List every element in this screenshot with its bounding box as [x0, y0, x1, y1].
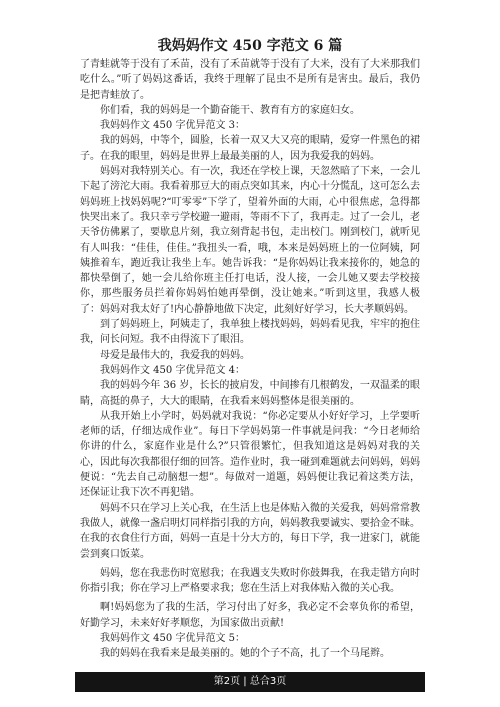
document-title: 我妈妈作文 450 字范文 6 篇 — [157, 38, 343, 54]
paragraph: 我妈妈作文 450 字优异范文 3： — [100, 120, 245, 132]
paragraph: 妈妈对我特别关心。有一次，我还在学校上课，天忽然暗了下来，一会儿下起了滂沱大雨。我看着那豆大的雨点突如其来，内心十分慌乱，这可怎么去妈妈班上找妈妈呢?“叮零零”下学了，望着外面的大雨，心中很焦虑，急得都快哭出来了。我只幸亏学校避一避雨，等雨不下了，我再走。过了一会儿，老天爷仿佛累了，要歇息片刻，我立刻背起书包，走出校门。刚到校门，就听见有人叫我：“佳佳，佳佳。”我扭头一看，哦，本来是妈妈班上的一位阿姨，阿姨推着车，跑近我让我坐上车。她告诉我：“是你妈妈让我来接你的，她急的都快晕倒了，她一会儿给你班主任打电话，没人接，一会儿她又要去学校接你，那些服务员拦着你妈妈怕她再晕倒，没让她来。”听到这里，我感人极了：妈妈对我太好了!内心静静地做下决定，此刻好好学习，长大孝顺妈妈。 — [80, 166, 420, 315]
paragraph: 妈妈不只在学习上关心我，在生活上也是体贴入微的关爱我，妈妈常常教我做人，就像一盏启明灯同样指引我的方向，妈妈教我要诚实、要拾金不昧。在我的衣食住行方面，妈妈一直是十分大方的，每日下学，我一进家门，就能尝到爽口饭菜。 — [80, 502, 420, 560]
paragraph: 我的妈妈在我看来是最美丽的。她的个子不高，扎了一个马尾辫。 — [100, 648, 390, 660]
page-footer — [75, 672, 425, 692]
paragraph: 我妈妈作文 450 字优异范文 4： — [100, 364, 245, 376]
paragraph: 我的妈妈今年 36 岁，长长的披肩发，中间掺有几根鹤发，一双温柔的眼睛，高挺的鼻子，大大的眼睛，在我看来妈妈整体是很美丽的。 — [80, 380, 420, 407]
paragraph: 了青蛙就等于没有了禾苗，没有了禾苗就等于没有了大米，没有了大米那我们吃什么。”听了妈妈这番话，我终于理解了昆虫不是所有是害虫。最后，我仍是把青蛙放了。 — [80, 59, 420, 101]
paragraph: 从我开始上小学时，妈妈就对我说：“你必定要从小好好学习，上学要听老师的话，仔细达成作业”。每日下学妈妈第一件事就是问我：“今日老师给你讲的什么，家庭作业是什么?”只管很繁忙，但我知道这是妈妈对我的关心，因此每次我都很仔细的回答。造作业时，我一碰到难题就去问妈妈，妈妈便说：“先去自己动脑想一想”。每做对一道题，妈妈便让我记着这类方法，还保证让我下次不再犯错。 — [80, 410, 420, 499]
paragraph: 我妈妈作文 450 字优异范文 5： — [100, 632, 245, 644]
paragraph: 我的妈妈，中等个，圆脸，长着一双又大又亮的眼睛，爱穿一件黑色的裙子。在我的眼里，妈妈是世界上最最美丽的人，因为我爱我的妈妈。 — [80, 135, 420, 162]
paragraph: 啊!妈妈您为了我的生活，学习付出了好多，我必定不会辜负你的希望，好勤学习，未来好好孝顺您，为国家做出贡献! — [80, 602, 420, 629]
page-indicator: 第2页 | 总合3页 — [213, 676, 287, 687]
paragraph: 妈妈，您在我悲伤时宽慰我；在我遇支失败时你鼓舞我，在我走错方向时你指引我；你在学习上严格要求我；您在生活上对我体贴入微的关心我。 — [80, 567, 420, 595]
paragraph: 到了妈妈班上，阿姨走了，我单独上楼找妈妈，妈妈看见我，牢牢的抱住我，问长问短。我不由得流下了眼泪。 — [80, 319, 420, 346]
document-body — [80, 57, 420, 662]
paragraph: 母爱是最伟大的，我爱我的妈妈。 — [100, 349, 250, 361]
paragraph: 你们看，我的妈妈是一个勤奋能干、教育有方的家庭妇女。 — [100, 104, 360, 116]
